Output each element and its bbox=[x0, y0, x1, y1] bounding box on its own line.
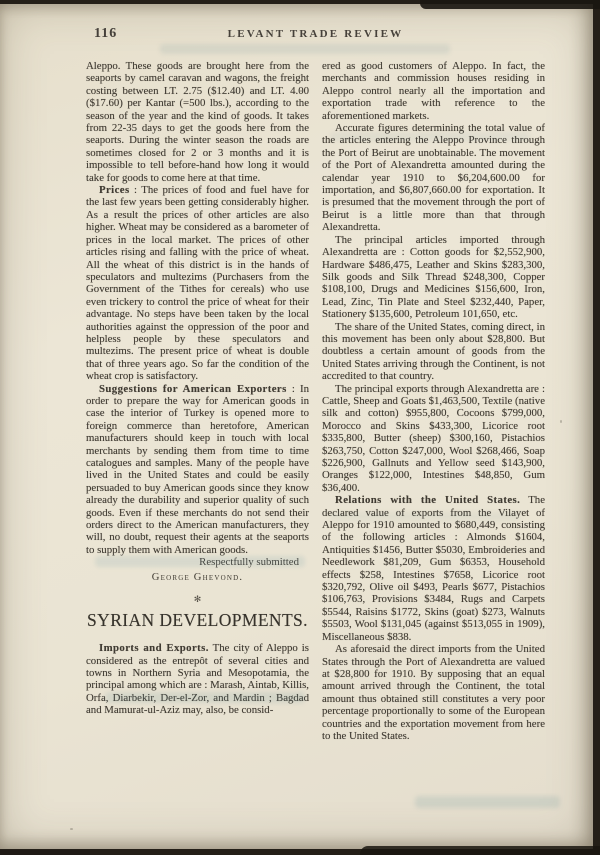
paragraph-suggestions bbox=[86, 383, 309, 557]
paragraph-accurate-figures: Accurate figures determining the total value of the articles entering the Aleppo Province through the Port of Beirut are unobtainable. The movement of the Port of Alexandretta amounted during the calendar year 1910 to $6,204,600.00 for importation, and $6,807,660.00 for exportation. It is presumed that the movement through the port of Beirut is a little more than that through Alexandretta. bbox=[322, 122, 545, 234]
paragraph-prices bbox=[86, 184, 309, 383]
paragraph-aforesaid-imports: As aforesaid the direct imports from the United States through the Port of Alexandretta are valued at $28,800 for 1910. By supposing that an equal amount arrived through the Continent, the total amount thus obtained still constitutes a very poor percentage proportionally to some of the European countries and the exportation movement from here to the United States. bbox=[322, 643, 545, 742]
paragraph-lead-relations-us: Relations with the United States. bbox=[335, 494, 521, 507]
paragraph-text-imports-exports: The city of Aleppo is considered as the entrepôt of several cities and towns in Northern Syria and Mesopotamia, the principal among which are : Marash, Aintab, Killis, Orfa, Diarbekir, Der-el-Zor, and Mardin ; Bagdad and Mamurat-ul-Aziz may, also, be consid- bbox=[86, 642, 309, 717]
paragraph-text-prices: : The prices of food and fuel have for the last few years been getting considerably higher. As a result the prices of other articles are also higher. Wheat may be considered as a barometer of prices in the local market. The prices of other articles rising and falling with the price of wheat. All the wheat of this district is in the hands of speculators and multezims (Purchasers from the Government of the Tithes for cereals) who use even trickery to control the price of wheat for their advantage. No steps have been taken by the local authorities against the oppression of the poor and helpless people by these speculators and multezims. The present price of wheat is double that of three years ago. So far the condition of the wheat crop is satisfactory. bbox=[86, 184, 309, 383]
two-column-layout bbox=[86, 60, 545, 742]
paragraph-text-suggestions: : In order to prepare the way for American goods in case the interior of Turkey is opened more to foreign commerce than heretofore, American manufacturers should keep in touch with local merchants by sending them from time to time catalogues and samples. Many of the people have lived in the United States and could be easily persuaded to buy American goods since they know already the durability and superior quality of such goods. Even if these merchants do not send their orders direct to the American manufacturers, they will, no doubt, request their agents at the seaports to supply them with American goods. bbox=[86, 382, 309, 556]
left-column bbox=[86, 60, 309, 742]
paragraph-continuation: ered as good customers of Aleppo. In fact, the merchants and commission houses residing in Aleppo control nearly all the importation and exportation trade with reference to the aforementioned markets. bbox=[322, 60, 545, 122]
paragraph-relations-us bbox=[322, 494, 545, 643]
paragraph-principal-imports: The principal articles imported through Alexandretta are : Cotton goods for $2,552,900, Hardware $486,475, Leather and Skins $283,300, Silk goods and Silk Thread $248,300, Copper $108,100, Drugs and Medicines $156,600, Iron, Lead, Zinc, Tin Plate and Steel $232,440, Paper, Stationery $135,600, Petroleum 101,650, etc. bbox=[322, 233, 545, 321]
right-column bbox=[322, 60, 545, 742]
journal-title: LEVANT TRADE REVIEW bbox=[227, 28, 404, 40]
paragraph-principal-exports: The principal exports through Alexandretta are : Cattle, Sheep and Goats $1,463,500, Textile (native silk and cotton) $955,800, Cocoons $799,000, Morocco and Skins $433,300, Licorice root $335,800, Butter (sheep) $300,160, Pistachios $263,750, Cotton $247,000, Wool $268,466, Soap $226,900, Gallnuts and Yellow seed $143,900, Oranges $122,000, Intestines $48,850, Gum $36,400. bbox=[322, 382, 545, 494]
closing-line: Respectfully submitted bbox=[199, 556, 299, 569]
author-signature: George Ghevond. bbox=[151, 572, 244, 584]
section-heading: SYRIAN DEVELOPMENTS. bbox=[87, 610, 308, 631]
paragraph-lead-suggestions: Suggestions for American Exporters bbox=[99, 382, 287, 395]
paragraph-imports-exports bbox=[86, 642, 309, 716]
page-paper bbox=[0, 4, 593, 849]
scan-edge-bottom-left bbox=[0, 850, 90, 855]
paragraph-text-relations-us: The declared value of exports from the Vilayet of Aleppo for 1910 amounted to $680,449, consisting of the following articles : Almonds $1604, Antiquities $1456, Butter $5030, Embroideries and Needlework $81,209, Gum $6353, Household effects $258, Intestines $7658, Licorice root $320,792, Olive oil $493, Pearls $677, Pistachios $106,763, Provisions $3484, Rugs and Carpets $5544, Raisins $1772, Skins (goat) $273, Walnuts $5503, Wool $131,045 (against $513,055 in 1909), Miscellaneous $838. bbox=[322, 494, 545, 643]
paragraph-lead-prices: Prices bbox=[99, 184, 130, 197]
scan-edge-top-right bbox=[420, 0, 600, 9]
scan-edge-bottom-right bbox=[360, 846, 600, 855]
paragraph-aleppo-goods: Aleppo. These goods are brought here from the seaports by camel caravan and wagons, the freight costing between LT. 2.75 ($12.40) and LT. 4.00 ($17.60) per Kantar (=500 lbs.), according to the season of the year and the kind of goods. It takes from 22-35 days to get the goods here from the seaports. During the winter season the roads are sometimes closed for 2 or 3 months and it is impossible to tell before-hand how long it would take for goods to come here at that time. bbox=[86, 60, 309, 184]
paragraph-lead-imports-exports: Imports and Exports. bbox=[99, 642, 209, 655]
page-header bbox=[86, 26, 545, 44]
section-divider-ornament-icon: ✻ bbox=[193, 594, 202, 605]
paragraph-us-share: The share of the United States, coming direct, in this movement has been only about $28,800. But doubtless a certain amount of goods from the United States arriving through the Continent, is not accredited to that country. bbox=[322, 320, 545, 383]
page-number: 116 bbox=[94, 26, 118, 41]
